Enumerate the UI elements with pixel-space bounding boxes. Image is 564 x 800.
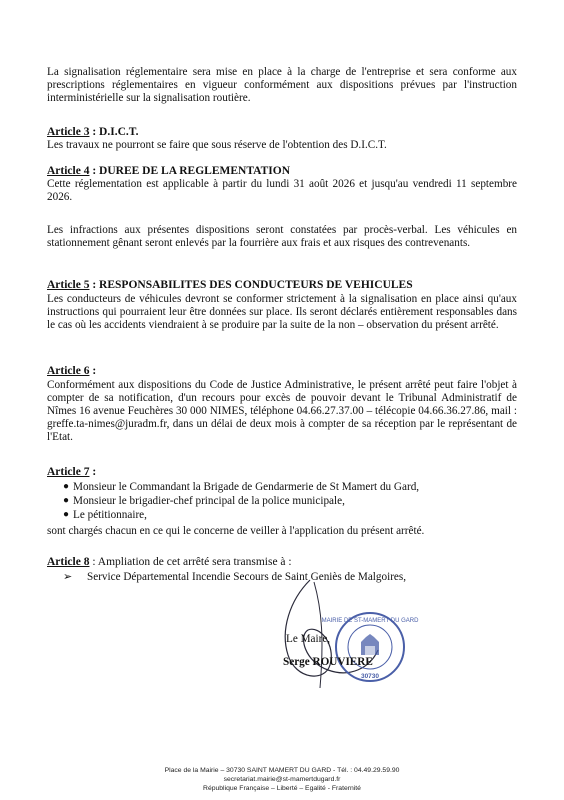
article-4-label: Article 4 [47, 165, 90, 177]
footer-motto: République Française – Liberté – Egalité - Fraternité [203, 785, 361, 792]
mayor-name: Serge ROUVIERE [283, 656, 373, 668]
article-5-text: Les conducteurs de véhicules devront se conformer strictement à la signalisation en place ainsi qu'aux instructions qui pourraient leur être données sur place. Ils seront déclarés entièrement responsables dans le cas où les accidents viendraient à se produire par la suite de la non – observation du présent arrêté. [47, 293, 517, 331]
article-4-title: : DUREE DE LA REGLEMENTATION [89, 165, 290, 177]
stamp-postcode: 30730 [360, 673, 380, 680]
article-6-text: Conformément aux dispositions du Code de Justice Administrative, le présent arrêté peut faire l'objet à compter de sa notification, d'un recours pour excès de pouvoir devant le Tribunal Administratif de Nîmes 16 avenue Feuchères 30 000 NIMES, téléphone 04.66.27.37.00 – télécopie 04.66.36.27.86, mail : greffe.ta-nimes@juradm.fr, dans un délai de deux mois à compter de sa réception par le représentant de l'Etat. [47, 379, 517, 443]
article-7-closing: sont chargés chacun en ce qui le concerne de veiller à l'application du présent arrêté. [47, 525, 425, 537]
article-4-heading [47, 165, 290, 178]
article-3-heading [47, 126, 138, 139]
article-7-title: : [89, 466, 97, 478]
article-8-heading [47, 556, 292, 569]
list-item: ● Monsieur le brigadier-chef principal de la police municipale, [63, 495, 345, 507]
signature-block [278, 618, 518, 728]
list-item: ● Monsieur le Commandant la Brigade de Gendarmerie de St Mamert du Gard, [63, 481, 420, 493]
article-6-label: Article 6 [47, 365, 90, 377]
mayor-title: Le Maire, [286, 633, 331, 645]
bullet-icon: ● [63, 509, 70, 520]
article-6-title: : [89, 365, 97, 377]
list-item: ➢ Service Départemental Incendie Secours de Saint Geniès de Malgoires, [63, 571, 407, 583]
article-7-list [47, 480, 517, 522]
arrow-bullet-icon: ➢ [63, 571, 73, 583]
article-5-heading [47, 279, 413, 292]
intro-paragraph: La signalisation réglementaire sera mise en place à la charge de l'entreprise et sera conforme aux prescriptions réglementaires en vigueur conformément aux dispositions prévues par l'instruction interministérielle sur la signalisation routière. [47, 66, 517, 104]
stamp-ring-text: MAIRIE DE ST-MAMERT DU GARD [321, 618, 419, 624]
article-4-text-2: Les infractions aux présentes dispositions seront constatées par procès-verbal. Les véhicules en stationnement gênant seront enlevés par la fourrière aux frais et aux risques des contrevenants. [47, 224, 517, 249]
article-8-label: Article 8 [47, 556, 90, 568]
article-8-title: : Ampliation de cet arrêté sera transmise à : [89, 556, 292, 568]
article-3-label: Article 3 [47, 126, 90, 138]
article-5-label: Article 5 [47, 279, 90, 291]
list-item: ● Le pétitionnaire, [63, 509, 147, 521]
article-7-label: Article 7 [47, 466, 90, 478]
article-3-text: Les travaux ne pourront se faire que sous réserve de l'obtention des D.I.C.T. [47, 139, 387, 151]
bullet-icon: ● [63, 481, 70, 492]
footer-email: secretariat.mairie@st-mamertdugard.fr [223, 776, 341, 783]
article-7-heading [47, 466, 96, 479]
footer-address: Place de la Mairie – 30730 SAINT MAMERT DU GARD - Tél. : 04.49.29.59.90 [164, 767, 400, 774]
article-6-heading [47, 365, 96, 378]
article-3-title: : D.I.C.T. [89, 126, 139, 138]
article-4-text-1: Cette réglementation est applicable à partir du lundi 31 août 2026 et jusqu'au vendredi 11 septembre 2026. [47, 178, 517, 203]
article-5-title: : RESPONSABILITES DES CONDUCTEURS DE VEHICULES [89, 279, 413, 291]
footer [0, 766, 564, 793]
bullet-icon: ● [63, 495, 70, 506]
